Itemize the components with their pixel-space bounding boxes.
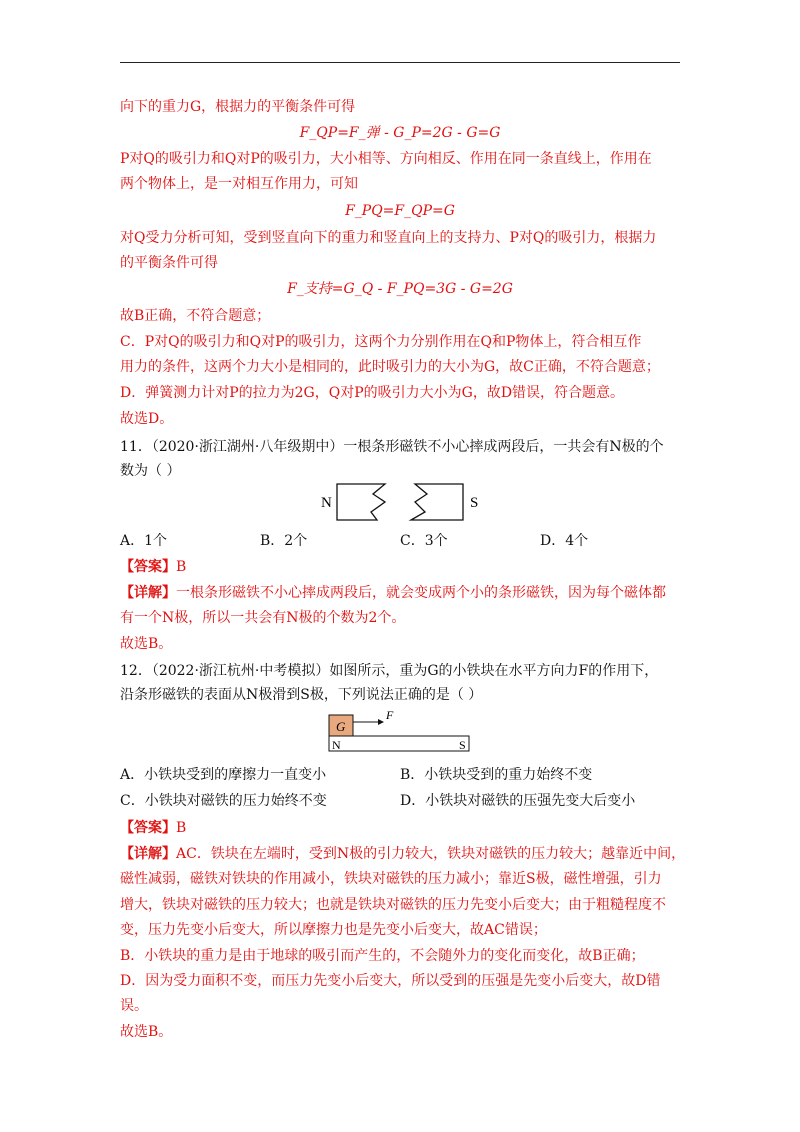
solution-line: 的平衡条件可得 (120, 255, 218, 271)
q11-option-c: C．3个 (400, 533, 448, 549)
q11-broken-magnet-figure (315, 480, 495, 525)
solution-line: 两个物体上，是一对相互作用力，可知 (120, 176, 358, 192)
equation-fsupport: F_支持=G_Q - F_PQ=3G - G=2G (287, 281, 513, 297)
solution-line: 故选D。 (120, 411, 174, 427)
detail-tag: 【详解】 (120, 585, 176, 601)
q11-answer (120, 558, 186, 576)
q12-detail (120, 845, 685, 863)
q12-magnet-figure (320, 705, 480, 755)
q12-detail: 增大，铁块对磁铁的压力较大；也就是铁块对磁铁的压力先变小后变大；由于粗糙程度不 (120, 897, 666, 913)
solution-line: 向下的重力G，根据力的平衡条件可得 (120, 99, 356, 115)
detail-text: AC．铁块在左端时，受到N极的引力较大，铁块对磁铁的压力较大；越靠近中间， (176, 846, 686, 862)
q11-option-a: A．1个 (120, 533, 168, 549)
answer-value: B (176, 559, 187, 575)
q11-left-piece (337, 484, 385, 520)
q11-option-d: D．4个 (540, 533, 589, 549)
q12-conclusion: 故选B。 (120, 1024, 173, 1040)
q11-n-label: N (321, 495, 332, 511)
q12-detail: 变，压力先变小后变大，所以摩擦力也是先变小后变大，故AC错误； (120, 922, 547, 938)
equation-fpq: F_PQ=F_QP=G (345, 203, 455, 219)
q12-detail: B．小铁块的重力是由于地球的吸引而产生的，不会随外力的变化而变化，故B正确； (120, 948, 645, 964)
q11-s-label: S (470, 495, 479, 511)
q12-option-a: A．小铁块受到的摩擦力一直变小 (120, 767, 327, 783)
answer-value: B (176, 820, 187, 836)
solution-line: 用力的条件，这两个力大小是相同的，此时吸引力的大小为G，故C正确，不符合题意； (120, 359, 660, 375)
q12-arrow-head (378, 719, 384, 725)
q11-detail: 有一个N极，所以一共会有N极的个数为2个。 (120, 610, 406, 626)
answer-tag: 【答案】 (120, 820, 176, 836)
q11-detail (120, 584, 666, 602)
q12-option-d: D．小铁块对磁铁的压强先变大后变小 (400, 793, 636, 809)
q12-s-label: S (459, 738, 466, 752)
solution-line: 故B正确，不符合题意； (120, 308, 271, 324)
q11-stem: 数为（ ） (120, 463, 181, 479)
q11-option-b: B．2个 (260, 533, 308, 549)
q12-detail: 磁性减弱，磁铁对铁块的作用减小，铁块对磁铁的压力减小；靠近S极，磁性增强，引力 (120, 871, 662, 887)
q12-stem: 沿条形磁铁的表面从N极滑到S极，下列说法正确的是（ ） (120, 687, 483, 703)
equation-fqp: F_QP=F_弹 - G_P=2G - G=G (299, 125, 501, 141)
q12-stem: 12．（2022·浙江杭州·中考模拟）如图所示，重为G的小铁块在水平方向力F的作用下， (120, 663, 659, 679)
detail-text: 一根条形磁铁不小心摔成两段后，就会变成两个小的条形磁铁，因为每个磁体都 (176, 585, 666, 601)
q12-option-b: B．小铁块受到的重力始终不变 (400, 767, 593, 783)
q12-option-c: C．小铁块对磁铁的压力始终不变 (120, 793, 327, 809)
q11-right-piece (411, 484, 463, 520)
q12-bar-magnet (329, 736, 469, 751)
header-rule (120, 62, 680, 63)
q11-stem: 11．（2020·浙江湖州·八年级期中）一根条形磁铁不小心摔成两段后，一共会有N极的个 (120, 439, 664, 455)
answer-tag: 【答案】 (120, 559, 176, 575)
q12-answer (120, 819, 186, 837)
q12-n-label: N (332, 738, 341, 752)
detail-tag: 【详解】 (120, 846, 176, 862)
q12-detail: D．因为受力面积不变，而压力先变小后变大，所以受到的压强是先变小后变大，故D错 (120, 973, 661, 989)
solution-line: D．弹簧测力计对P的拉力为2G，Q对P的吸引力大小为G，故D错误，符合题意。 (120, 385, 625, 401)
solution-line: C．P对Q的吸引力和Q对P的吸引力，这两个力分别作用在Q和P物体上，符合相互作 (120, 334, 642, 350)
solution-line: P对Q的吸引力和Q对P的吸引力，大小相等、方向相反、作用在同一条直线上，作用在 (120, 151, 652, 167)
q12-force-label: F (386, 708, 394, 722)
q12-block-label: G (336, 719, 346, 734)
q11-conclusion: 故选B。 (120, 636, 173, 652)
q12-detail: 误。 (120, 998, 148, 1014)
solution-line: 对Q受力分析可知，受到竖直向下的重力和竖直向上的支持力、P对Q的吸引力，根据力 (120, 230, 657, 246)
